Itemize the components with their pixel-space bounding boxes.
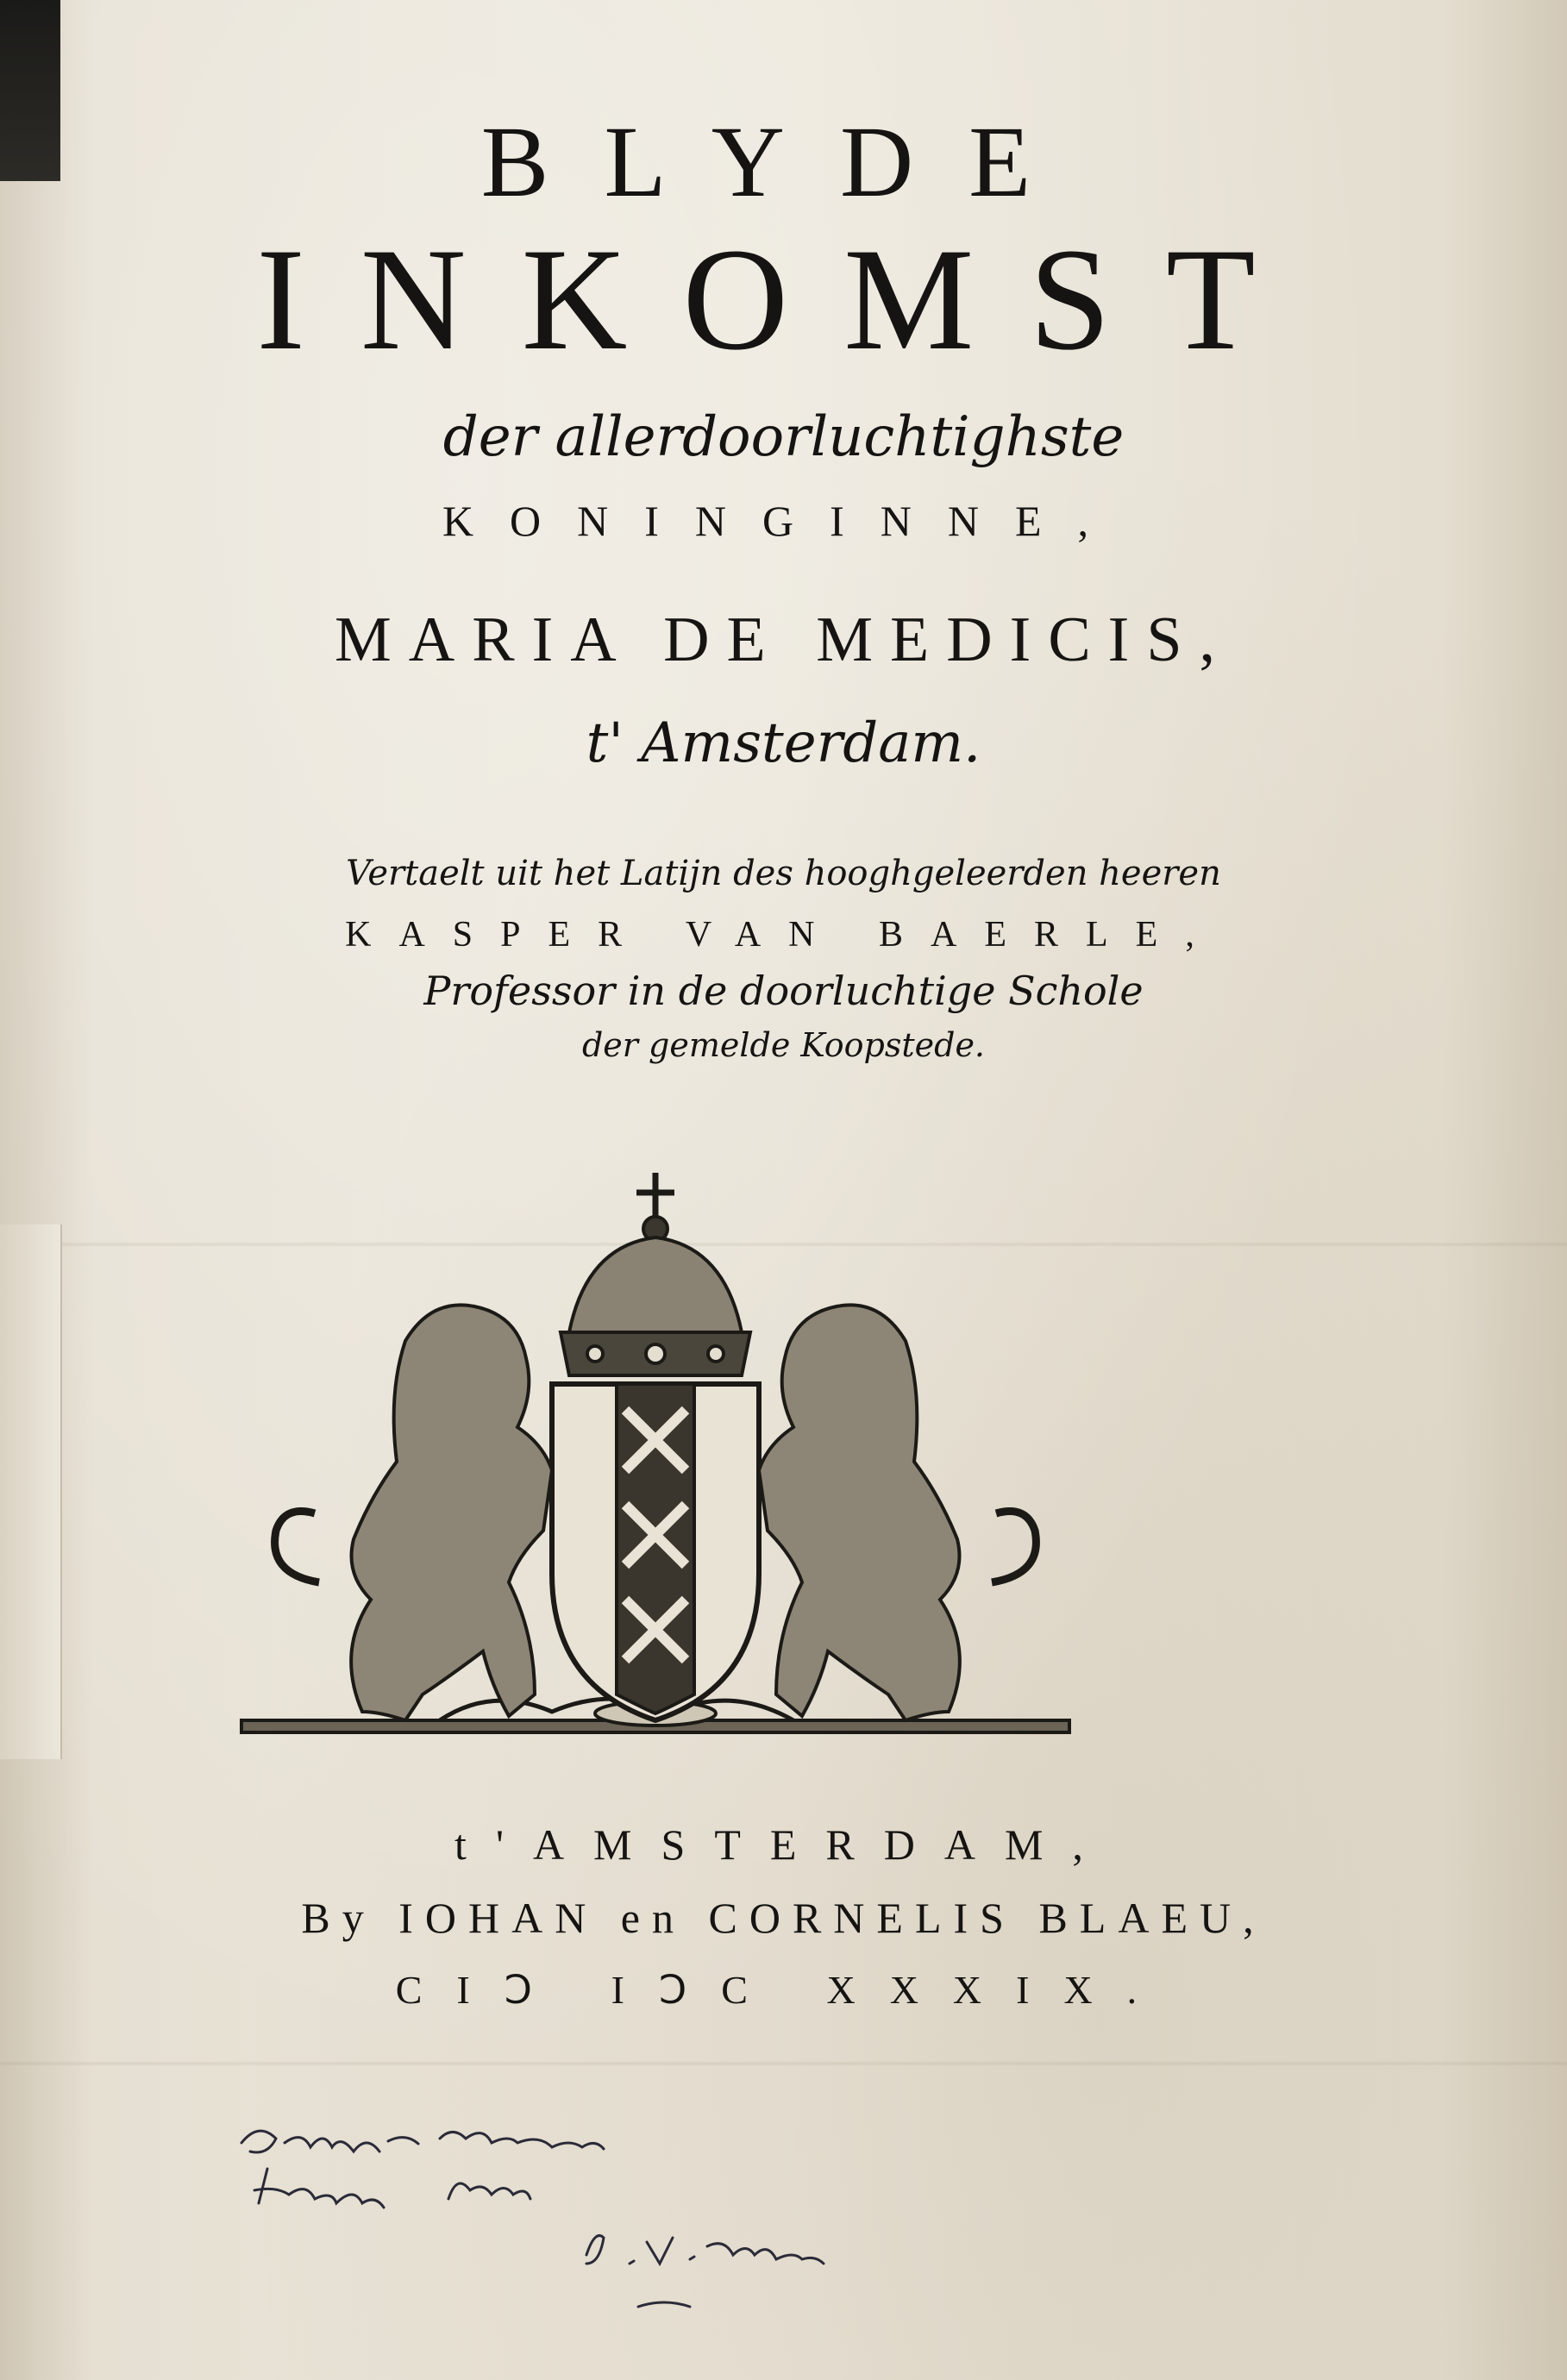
translator-line-1: Vertaelt uit het Latijn des hooghgeleerden heeren: [346, 854, 1221, 893]
handwritten-inscription-icon: [233, 2117, 923, 2341]
imprint-publisher: By IOHAN en CORNELIS BLAEU,: [301, 1894, 1266, 1942]
subtitle-line-4: t' Amsterdam.: [586, 711, 981, 775]
imprint-year: CIↃ IↃC XXXIX.: [395, 1968, 1172, 2012]
subtitle-line-1: der allerdoorluchtighste: [442, 405, 1125, 469]
translator-line-4: der gemelde Koopstede.: [581, 1026, 986, 1064]
page-fold: [0, 2061, 1567, 2066]
title-word-blyde: BLYDE: [480, 105, 1087, 218]
translator-line-3: Professor in de doorluchtige Schole: [423, 968, 1144, 1014]
imprint-place: t'AMSTERDAM,: [454, 1820, 1113, 1869]
title-word-inkomst: INKOMST: [256, 218, 1311, 380]
translator-name: KASPER VAN BAERLE,: [345, 915, 1222, 955]
subtitle-line-2: KONINGINNE,: [442, 497, 1125, 545]
amsterdam-coat-of-arms-icon: [233, 1168, 1078, 1755]
torn-edge: [0, 1224, 62, 1759]
subtitle-line-3: MARIA DE MEDICIS,: [335, 604, 1232, 675]
